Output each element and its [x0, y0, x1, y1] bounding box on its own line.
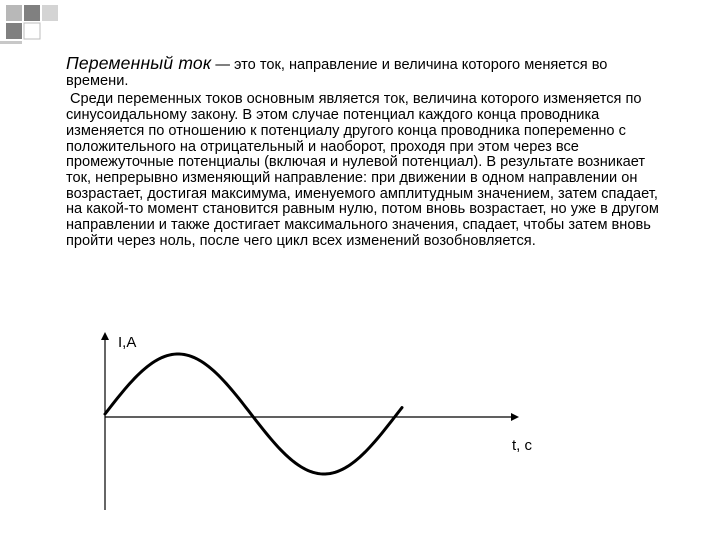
decorative-squares: [0, 0, 80, 50]
body-paragraph: Среди переменных токов основным является ток, величина которого изменяется по синусоидальному закону. В этом случае потенциал каждого конца проводника изменяется по отношению к потенциалу другого конца проводника попеременно с положительного на отрицательный и наоборот, проходя при этом через все промежуточные потенциалы (включая и нулевой потенциал). В результате возникает ток, непрерывно изменяющий направление: при движении в одном направлении он возрастает, достигая максимума, именуемого амплитудным значением, затем спадает, на какой-то момент становится равным нулю, потом вновь возрастает, но уже в другом направлении и также достигает максимального значения, спадает, чтобы затем вновь пройти через ноль, после чего цикл всех изменений возобновляется.: [66, 91, 659, 249]
term-heading: Переменный ток: [66, 53, 212, 73]
sine-curve: [105, 354, 402, 474]
deco-square: [42, 5, 58, 21]
deco-square: [6, 5, 22, 21]
x-axis-label: t, c: [512, 437, 533, 454]
definition-paragraph: [66, 53, 666, 89]
sine-graph: [90, 330, 560, 510]
deco-square: [6, 23, 22, 39]
definition-text: — это ток, направление и величина которого меняется во времени.: [66, 57, 608, 89]
y-axis-label: I,A: [118, 334, 137, 351]
deco-square: [24, 5, 40, 21]
deco-bar: [0, 41, 22, 44]
slide-text: [66, 53, 666, 249]
deco-square: [24, 23, 40, 39]
